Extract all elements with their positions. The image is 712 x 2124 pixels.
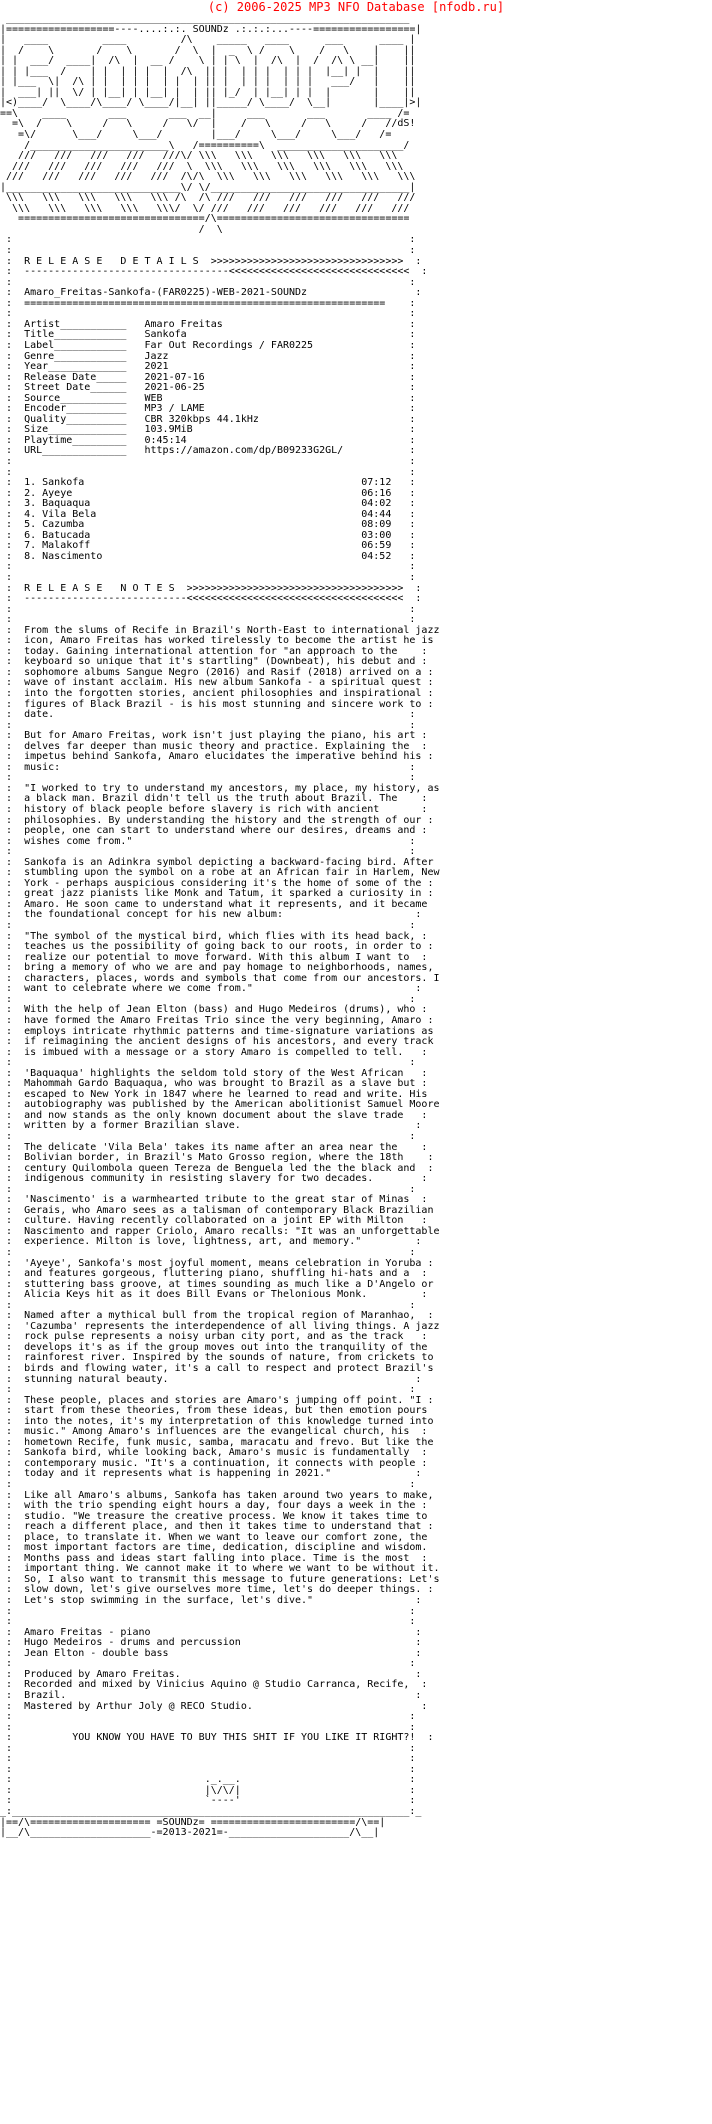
nfo-line: : stunning natural beauty. : <box>0 1373 428 1385</box>
nfo-line: : wishes come from." : <box>0 835 422 847</box>
nfo-line: : Release Date_____ 2021-07-16 : <box>0 371 422 383</box>
nfo-line: : Alicia Keys hit as it does Bill Evans or Thelonious Monk. : <box>0 1289 434 1301</box>
nfo-line: : if reimagining the ancient designs of his ancestors, and every track <box>0 1036 434 1048</box>
nfo-line: : : <box>0 1711 422 1723</box>
nfo-line: : With the help of Jean Elton (bass) and Hugo Medeiros (drums), who : <box>0 1004 434 1016</box>
nfo-line: : Quality__________ CBR 320kbps 44.1kHz : <box>0 413 422 425</box>
nfo-line: : : <box>0 571 422 583</box>
nfo-line: : slow down, let's give ourselves more time, let's do deeper things. : <box>0 1584 440 1596</box>
nfo-line: : music: : <box>0 761 422 773</box>
nfo-line: : develops it's as if the group moves out into the tranquility of the <box>0 1341 428 1353</box>
nfo-line: : is imbued with a message or a story Amaro is compelled to tell. : <box>0 1046 434 1058</box>
site-link[interactable]: MP3 NFO Database [nfodb.ru] <box>309 0 505 14</box>
nfo-line: |__/\____________________-=2013-2021=-____________________/\__| <box>0 1827 380 1839</box>
nfo-line: : : <box>0 920 422 932</box>
nfo-line: : century Quilombola queen Tereza de Benguela led the the black and : <box>0 1162 440 1174</box>
nfo-line: : the foundational concept for his new album: : <box>0 909 428 921</box>
nfo-line: : contemporary music. "It's a continuation, it connects with people : <box>0 1457 434 1469</box>
nfo-line: : ---------------------------<<<<<<<<<<<<<<<<<<<<<<<<<<<<<<<<<<<< : <box>0 593 428 605</box>
nfo-line: : rock pulse represents a noisy urban city port, and as the track : <box>0 1331 434 1343</box>
nfo-line: | / \ / \ / \ | _ \ / \ / \ | || <box>0 44 416 56</box>
nfo-line: : hometown Recife, funk music, samba, maracatu and frevo. But like the <box>0 1436 434 1448</box>
nfo-line: |==/\==================== =SOUNDz= ========================/\==| <box>0 1816 386 1828</box>
nfo-line: : : <box>0 1605 422 1617</box>
nfo-line: : 8. Nascimento 04:52 : <box>0 550 422 562</box>
nfo-line: : Brazil. : <box>0 1689 428 1701</box>
nfo-line: : |\/\/| : <box>0 1784 422 1796</box>
copyright-text: (c) 2006-2025 <box>207 0 310 14</box>
nfo-line: : "The symbol of the mystical bird, which flies with its head back, : <box>0 930 434 942</box>
nfo-line: : : <box>0 1479 422 1491</box>
nfo-line: : The delicate 'Vila Bela' takes its name after an area near the : <box>0 1141 434 1153</box>
nfo-line: : : <box>0 276 422 288</box>
nfo-line: : Amaro_Freitas-Sankofa-(FAR0225)-WEB-2021-SOUNDz : <box>0 287 428 299</box>
nfo-line: : with the trio spending eight hours a day, four days a week in the : <box>0 1500 434 1512</box>
nfo-line: : : <box>0 719 422 731</box>
nfo-line: : employs intricate rhythmic patterns and time-signature variations as <box>0 1025 434 1037</box>
nfo-line: : teaches us the possibility of going back to our roots, in order to : <box>0 941 440 953</box>
nfo-line: / \ <box>0 223 428 235</box>
nfo-line: : Mahommah Gardo Baquaqua, who was brought to Brazil as a slave but : <box>0 1078 434 1090</box>
nfo-line: : : <box>0 1721 422 1733</box>
nfo-line: : into the notes, it's my interpretation of this knowledge turned into <box>0 1415 434 1427</box>
nfo-line: /_______________________\ /==========\ _____________________/ <box>0 139 422 151</box>
nfo-line: : : <box>0 1183 422 1195</box>
nfo-line: : ._.__. : <box>0 1774 422 1786</box>
nfo-content <box>0 14 712 1839</box>
nfo-line: : Let's stop swimming in the surface, let's dive." : <box>0 1595 428 1607</box>
nfo-line: : So, I also want to transmit this message to future generations: Let's <box>0 1573 440 1585</box>
nfo-line: : delves far deeper than music theory and practice. Explaining the : <box>0 740 434 752</box>
nfo-line: : These people, places and stories are Amaro's jumping off point. "I : <box>0 1394 440 1406</box>
nfo-line: : stumbling upon the symbol on a robe at an African fair in Harlem, New <box>0 867 440 879</box>
nfo-line: =\/ \___/ \___/ |___/ \___/ \___/ /= <box>0 129 404 141</box>
nfo-line: : Months pass and ideas start falling into place. Time is the most : <box>0 1552 434 1564</box>
nfo-line: : 'Baquaqua' highlights the seldom told story of the West African : <box>0 1067 434 1079</box>
nfo-line: =\ / \ / \ / \/ | / \ / \ / //dS! <box>0 118 416 130</box>
nfo-line: : Mastered by Arthur Joly @ RECO Studio. : <box>0 1700 434 1712</box>
nfo-line: : : <box>0 614 422 626</box>
nfo-line: : music." Among Amaro's influences are the evangelical church, his : <box>0 1426 434 1438</box>
nfo-line: : realize our potential to move forward. With this album I want to : <box>0 951 434 963</box>
nfo-line: : 1. Sankofa 07:12 : <box>0 477 422 489</box>
nfo-line: : : <box>0 603 422 615</box>
nfo-line: | | ___/ ____| /\ | __ / \ | | \ | /\ | / /\ \ __| || <box>0 55 416 67</box>
nfo-line: : Jean Elton - double bass : <box>0 1647 428 1659</box>
nfo-line: : have formed the Amaro Freitas Trio since the very beginning, Amaro : <box>0 1014 440 1026</box>
nfo-line: : ----------------------------------<<<<<<<<<<<<<<<<<<<<<<<<<<<<<< : <box>0 266 434 278</box>
nfo-line: : : <box>0 1753 422 1765</box>
nfo-line: : : <box>0 1616 422 1628</box>
nfo-line: : indigenous community in resisting slavery for two decades. : <box>0 1173 434 1185</box>
nfo-line: : Recorded and mixed by Vinicius Aquino @ Studio Carranca, Recife, : <box>0 1679 434 1691</box>
nfo-line: : 4. Vila Bela 04:44 : <box>0 508 422 520</box>
nfo-line: : Nascimento and rapper Criolo, Amaro recalls: "It was an unforgettable <box>0 1225 440 1237</box>
nfo-line: : escaped to New York in 1847 where he learned to read and write. His <box>0 1088 428 1100</box>
nfo-line: : today and it represents what is happening in 2021." : <box>0 1468 428 1480</box>
nfo-line: | |___ \| /\ | | | | | | | | || | | | | | | | ___/ | || <box>0 76 416 88</box>
nfo-line: : keyboard so unique that it's startling" (Downbeat), his debut and : <box>0 656 434 668</box>
nfo-line: ===============================/\================================ <box>0 213 422 225</box>
nfo-line: : Encoder__________ MP3 / LAME : <box>0 403 422 415</box>
nfo-line: : sophomore albums Sangue Negro (2016) and Rasif (2018) arrived on a : <box>0 666 440 678</box>
nfo-line: : Street Date______ 2021-06-25 : <box>0 382 422 394</box>
nfo-line: \\\ \\\ \\\ \\\ \\\ /\ /\ /// /// /// /// /// /// <box>0 192 416 204</box>
nfo-line: : Bolivian border, in Brazil's Mato Grosso region, where the 18th : <box>0 1152 440 1164</box>
nfo-line: : Artist___________ Amaro Freitas : <box>0 318 422 330</box>
nfo-line: : 3. Baquaqua 04:02 : <box>0 498 422 510</box>
nfo-line: : studio. "We treasure the creative process. We know it takes time to <box>0 1510 428 1522</box>
nfo-line: : Produced by Amaro Freitas. : <box>0 1668 428 1680</box>
nfo-line: : Named after a mythical bull from the tropical region of Maranhao, : <box>0 1310 440 1322</box>
nfo-line: : start from these theories, from these ideas, but then emotion pours <box>0 1405 428 1417</box>
nfo-line: : : <box>0 234 422 246</box>
nfo-line: : characters, places, words and symbols that come from our ancestors. I <box>0 972 440 984</box>
nfo-line: : wave of instant acclaim. His new album Sankofa - a spiritual quest : <box>0 677 440 689</box>
nfo-line: : Hugo Medeiros - drums and percussion : <box>0 1637 428 1649</box>
nfo-line: : 'Cazumba' represents the interdependence of all living things. A jazz <box>0 1320 440 1332</box>
nfo-line: : want to celebrate where we come from." : <box>0 983 428 995</box>
nfo-line: _:__________________________________________________________________:_ <box>0 1805 422 1817</box>
nfo-line: : : <box>0 1742 422 1754</box>
nfo-line: | ____ ____ /\ _____ ____ ___ ____ | <box>0 34 416 46</box>
nfo-line: : Like all Amaro's albums, Sankofa has taken around two years to make, <box>0 1489 434 1501</box>
nfo-line: : : <box>0 1763 422 1775</box>
nfo-line: : : <box>0 772 422 784</box>
nfo-line: : : <box>0 455 422 467</box>
nfo-line: : URL______________ https://amazon.com/dp/B09233G2GL/ : <box>0 445 422 457</box>
nfo-line: : figures of Black Brazil - is his most stunning and sincere work to : <box>0 698 440 710</box>
nfo-line: : ============================================================ : <box>0 297 422 309</box>
nfo-line: : and features gorgeous, fluttering piano, shuffling hi-hats and a : <box>0 1268 434 1280</box>
nfo-line: : a black man. Brazil didn't tell us the truth about Brazil. The : <box>0 793 434 805</box>
nfo-line: ___________________________________________________________________ <box>0 14 410 24</box>
site-header <box>0 0 712 14</box>
nfo-line: : 7. Malakoff 06:59 : <box>0 540 422 552</box>
nfo-line: : : <box>0 1384 422 1396</box>
nfo-line: : : <box>0 561 422 573</box>
nfo-line: : reach a different place, and then it takes time to understand that : <box>0 1521 440 1533</box>
nfo-line: : philosophies. By understanding the history and the strength of our : <box>0 814 440 826</box>
nfo-line: : R E L E A S E N O T E S >>>>>>>>>>>>>>>>>>>>>>>>>>>>>>>>>>>> : <box>0 582 428 594</box>
nfo-line: : Amaro. He soon came to understand what it represents, and it became <box>0 898 428 910</box>
nfo-line: : most important factors are time, dedication, discipline and wisdom. <box>0 1542 428 1554</box>
nfo-line: /// /// /// /// ///\/ \\\ \\\ \\\ \\\ \\\ \\\ <box>0 150 404 162</box>
nfo-line: : : <box>0 1246 422 1258</box>
nfo-line: : 6. Batucada 03:00 : <box>0 529 422 541</box>
nfo-line: : Size_____________ 103.9MiB : <box>0 424 422 436</box>
nfo-line: : 'Nascimento' is a warmhearted tribute to the great star of Minas : <box>0 1194 434 1206</box>
nfo-line: : great jazz pianists like Monk and Tatum, it sparked a curiosity in : <box>0 888 440 900</box>
nfo-line: : important thing. We cannot make it to where we want to be without it. <box>0 1563 440 1575</box>
nfo-line: : But for Amaro Freitas, work isn't just playing the piano, his art : <box>0 730 434 742</box>
nfo-line: ==\ ____ ___ ___ __| ___ ___ ____ /= <box>0 107 410 119</box>
nfo-line: : history of black people before slavery is rich with ancient : <box>0 804 434 816</box>
nfo-line: : `----' : <box>0 1795 422 1807</box>
nfo-line: : : <box>0 308 422 320</box>
nfo-line: : Genre____________ Jazz : <box>0 350 422 362</box>
nfo-line: |_____________________________\/ \/_________________________________| <box>0 181 416 193</box>
nfo-line: : Gerais, who Amaro sees as a talisman of contemporary Black Brazilian <box>0 1204 434 1216</box>
nfo-line: : YOU KNOW YOU HAVE TO BUY THIS SHIT IF YOU LIKE IT RIGHT?! : <box>0 1732 440 1744</box>
nfo-line: : : <box>0 1057 422 1069</box>
nfo-line: : Title____________ Sankofa : <box>0 329 422 341</box>
nfo-line: : rainforest river. Inspired by the sounds of nature, from crickets to <box>0 1352 434 1364</box>
nfo-line: |<)____/ \____/\____/ \____/|__| ||_____/ \____/ \__| |____|>| <box>0 97 422 109</box>
nfo-line: : autobiography was published by the American abolitionist Samuel Moore <box>0 1099 440 1111</box>
nfo-line: : Sankofa bird, while looking back, Amaro's music is fundamentally : <box>0 1447 434 1459</box>
nfo-line: : : <box>0 1299 422 1311</box>
nfo-line: : : <box>0 245 422 257</box>
nfo-line: : birds and flowing water, it's a call to respect and protect Brazil's <box>0 1363 434 1374</box>
nfo-line: : today. Gaining international attention for "an approach to the : <box>0 645 434 657</box>
nfo-line: |==================----....:.:. SOUNDz .:.:.:...----=================| <box>0 23 422 35</box>
nfo-line: : From the slums of Recife in Brazil's North-East to international jazz <box>0 624 440 636</box>
nfo-line: : bring a memory of who we are and pay homage to neighborhoods, names, <box>0 962 434 974</box>
nfo-line: : Amaro Freitas - piano : <box>0 1626 428 1638</box>
nfo-line: /// /// /// /// /// \ \\\ \\\ \\\ \\\ \\\ \\\ <box>0 160 416 172</box>
nfo-line: : York - perhaps auspicious considering it's the home of some of the : <box>0 877 440 889</box>
nfo-line: : R E L E A S E D E T A I L S >>>>>>>>>>>>>>>>>>>>>>>>>>>>>>>> : <box>0 255 428 267</box>
nfo-line: | ___| || \/ | |__| | |__| | | || |_/ | |__| | | | | || <box>0 86 416 98</box>
nfo-line: : : <box>0 466 422 478</box>
nfo-line: : and now stands as the only known document about the slave trade : <box>0 1109 434 1121</box>
nfo-line: : : <box>0 1658 422 1670</box>
nfo-line: : Playtime_________ 0:45:14 : <box>0 434 422 446</box>
nfo-line: \\\ \\\ \\\ \\\ \\\/ \/ /// /// /// /// /// /// <box>0 202 416 214</box>
nfo-line: : experience. Milton is love, lightness, art, and memory." : <box>0 1236 428 1248</box>
nfo-line: : icon, Amaro Freitas has worked tirelessly to become the artist he is <box>0 635 434 647</box>
nfo-line: : written by a former Brazilian slave. : <box>0 1120 428 1132</box>
nfo-line: : "I worked to try to understand my ancestors, my place, my history, as <box>0 782 440 794</box>
nfo-line: | | |___ / | | | | | | /\ || | | | | | | | |__| | | || <box>0 65 416 77</box>
nfo-line: : people, one can start to understand where our desires, dreams and : <box>0 825 434 837</box>
nfo-line: : 5. Cazumba 08:09 : <box>0 519 422 531</box>
nfo-line: : Sankofa is an Adinkra symbol depicting a backward-facing bird. After <box>0 856 434 868</box>
nfo-line: : place, to translate it. When we want to leave our comfort zone, the <box>0 1531 428 1543</box>
nfo-line: : date. : <box>0 709 422 721</box>
nfo-line: : Label____________ Far Out Recordings / FAR0225 : <box>0 339 422 351</box>
nfo-line: : stuttering bass groove, at times sounding as much like a D'Angelo or <box>0 1278 434 1290</box>
nfo-line: : into the forgotten stories, ancient philosophies and inspirational : <box>0 688 440 699</box>
nfo-line: /// /// /// /// /// /\/\ \\\ \\\ \\\ \\\ \\\ \\\ <box>0 171 422 183</box>
nfo-line: : culture. Having recently collaborated on a joint EP with Milton : <box>0 1215 434 1227</box>
nfo-line: : 2. Ayeye 06:16 : <box>0 487 422 499</box>
nfo-line: : : <box>0 846 422 858</box>
nfo-line: : Year_____________ 2021 : <box>0 361 422 373</box>
nfo-line: : Source___________ WEB : <box>0 392 422 404</box>
nfo-line: : 'Ayeye', Sankofa's most joyful moment, means celebration in Yoruba : <box>0 1257 440 1269</box>
nfo-line: : impetus behind Sankofa, Amaro elucidates the imperative behind his : <box>0 751 440 763</box>
nfo-line: : : <box>0 1130 422 1142</box>
nfo-line: : : <box>0 993 422 1005</box>
